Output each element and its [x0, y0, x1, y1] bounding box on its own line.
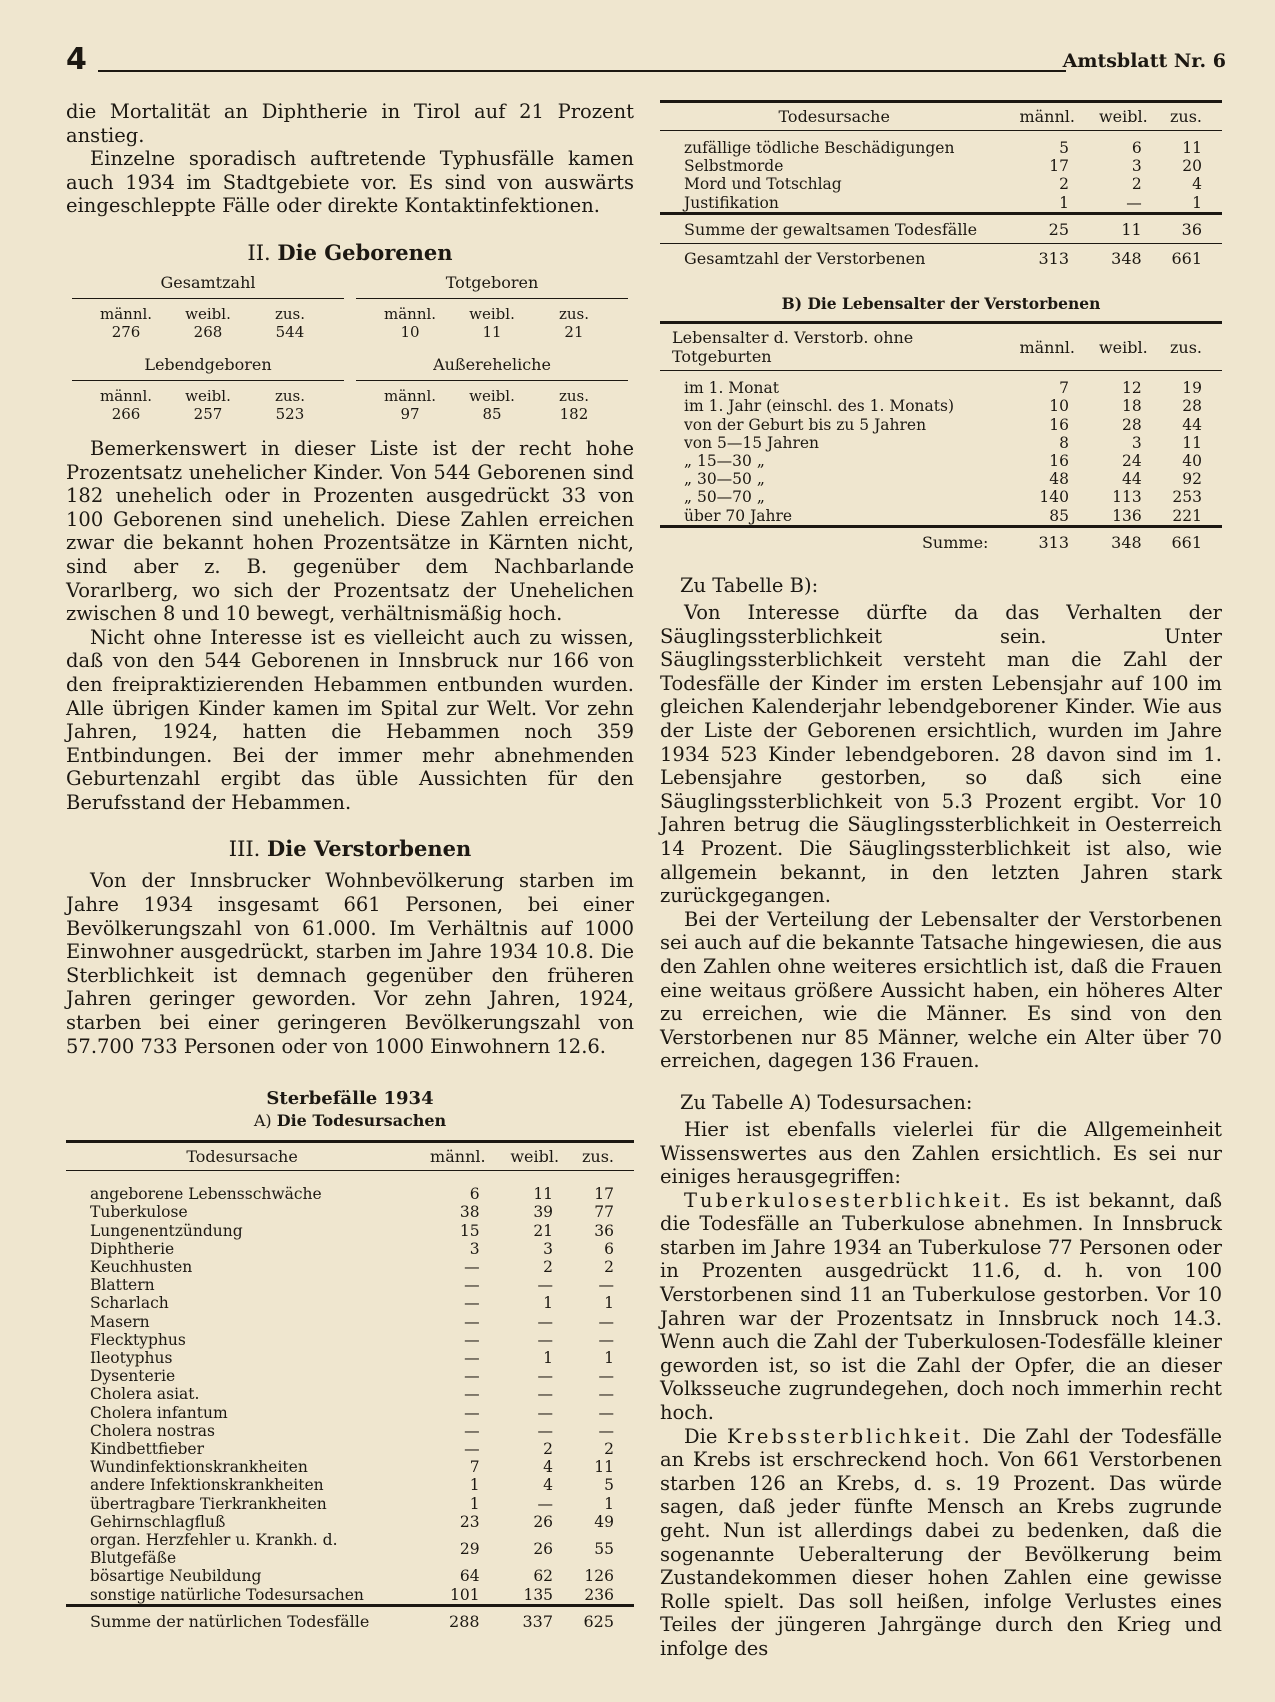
- table-row: [66, 1258, 634, 1276]
- row-value: —: [464, 1276, 480, 1295]
- row-value: 140: [1039, 488, 1069, 507]
- row-value: 26: [533, 1512, 554, 1531]
- section-heading-births: II. Die Geborenen: [247, 239, 453, 265]
- row-value: —: [1126, 193, 1142, 212]
- row-label: organ. Herzfehler u. Krankh. d. Blutgefäße: [90, 1531, 338, 1568]
- row-label: Masern: [90, 1312, 150, 1331]
- table-row: [66, 1313, 634, 1331]
- violent-deaths-table: [660, 100, 1222, 272]
- row-label: Tuberkulose: [90, 1203, 188, 1222]
- row-value: 1: [604, 1294, 614, 1313]
- row-value: 8: [1059, 433, 1069, 452]
- row-value: 24: [1121, 452, 1142, 471]
- row-value: —: [537, 1276, 554, 1295]
- paragraph: Einzelne sporadisch auftretende Typhusfälle kamen auch 1934 im Stadtgebiete vor. Es sind von auswärts eingeschleppte Fälle oder direkte Kontaktinfektionen.: [66, 147, 634, 218]
- row-value: 62: [533, 1567, 554, 1586]
- row-value: —: [537, 1330, 554, 1349]
- births-live: Lebendgeboren männl. weibl. zus. 266 257 523: [72, 355, 345, 423]
- row-value: 39: [533, 1203, 554, 1222]
- row-value: 11: [594, 1458, 614, 1477]
- row-value: 19: [1182, 379, 1202, 398]
- table-row: [66, 1203, 634, 1221]
- paragraph: die Mortalität an Diphtherie in Tirol auf 21 Prozent anstieg.: [66, 100, 634, 147]
- row-value: —: [464, 1312, 480, 1331]
- row-label: Scharlach: [90, 1294, 169, 1313]
- table-sum-row: Summe der natürlichen Todesfälle 288 337 625: [66, 1605, 634, 1635]
- left-column: [66, 100, 634, 1635]
- row-value: 16: [1049, 415, 1069, 434]
- table-subtitle: A) Die Todesursachen: [253, 1111, 447, 1131]
- row-label: zufällige tödliche Beschädigungen: [684, 139, 955, 157]
- row-label: übertragbare Tierkrankheiten: [90, 1494, 327, 1513]
- row-value: 101: [449, 1585, 480, 1604]
- row-value: —: [464, 1403, 480, 1422]
- row-value: 28: [1182, 397, 1202, 416]
- row-value: —: [598, 1276, 614, 1295]
- paragraph: Hier ist ebenfalls vielerlei für die Allgemeinheit Wissenswertes aus den Zahlen ersichtlich. Es sei nur einiges herausgegriffen:: [660, 1117, 1222, 1189]
- row-value: 6: [469, 1185, 480, 1204]
- row-value: —: [464, 1349, 480, 1368]
- row-value: 7: [469, 1458, 480, 1477]
- paragraph-tuberculosis: Tuberkulosesterblichkeit. Es ist bekannt, daß die Todesfälle an Tuberkulose abnehmen. In Innsbruck starben im Jahre 1934 an Tuberkulose 77 Personen oder in Prozenten ausgedrückt 11.6, d. h. von 100 Verstorbenen sind 11 an Tuberkulose gestorben. Vor 10 Jahren war der Prozentsatz in Innsbruck noch 14.3. Wenn auch die Zahl der Tuberkulosen-Todesfälle kleiner geworden ist, so ist die Zahl der Opfer, die an dieser Volksseuche zugrundegehen, doch noch immerhin recht hoch.: [660, 1188, 1222, 1425]
- row-value: 18: [1121, 397, 1142, 416]
- subheading-table-a: Zu Tabelle A) Todesursachen:: [680, 1090, 973, 1114]
- row-value: 3: [1131, 433, 1142, 452]
- row-label: sonstige natürliche Todesursachen: [90, 1585, 364, 1604]
- row-value: 4: [543, 1476, 554, 1495]
- row-label: „ 30—50 „: [684, 470, 765, 489]
- row-value: 2: [543, 1440, 554, 1459]
- table-total-row: Gesamtzahl der Verstorbenen 313 348 661: [660, 244, 1222, 273]
- table-row: [66, 1240, 634, 1258]
- row-value: —: [537, 1312, 554, 1331]
- table-header-row: Todesursache männl. weibl. zus.: [66, 1142, 634, 1171]
- row-value: 5: [1059, 139, 1069, 157]
- table-row: [66, 1458, 634, 1476]
- section-heading-deaths: III. Die Verstorbenen: [228, 836, 472, 862]
- header-rule: [98, 70, 1066, 72]
- row-label: bösartige Neubildung: [90, 1567, 262, 1586]
- row-value: 3: [469, 1239, 480, 1258]
- row-label: im 1. Jahr (einschl. des 1. Monats): [684, 397, 955, 416]
- row-value: 44: [1182, 415, 1202, 434]
- row-value: 2: [1131, 175, 1142, 194]
- row-value: —: [464, 1294, 480, 1313]
- row-value: 21: [533, 1221, 554, 1240]
- row-label: Cholera asiat.: [90, 1385, 200, 1404]
- table-header-row: Lebensalter d. Verstorb. ohne Totgeburten männl. weibl. zus.: [660, 323, 1222, 371]
- row-label: Dysenterie: [90, 1367, 176, 1386]
- row-label: Wundinfektionskrankheiten: [90, 1458, 308, 1477]
- row-value: 11: [1182, 139, 1202, 157]
- row-label: Mord und Totschlag: [684, 175, 842, 194]
- row-label: „ 15—30 „: [684, 452, 765, 471]
- row-value: 85: [1049, 506, 1069, 525]
- table-row: [66, 1404, 634, 1422]
- row-label: Gehirnschlagfluß: [90, 1512, 226, 1531]
- row-value: 11: [1182, 433, 1202, 452]
- row-value: 92: [1182, 470, 1202, 489]
- row-label: Cholera infantum: [90, 1403, 228, 1422]
- table-row: [66, 1586, 634, 1606]
- row-label: im 1. Monat: [684, 379, 779, 398]
- row-value: —: [598, 1367, 614, 1386]
- table-row: [66, 1440, 634, 1458]
- row-value: 1: [1192, 193, 1202, 212]
- row-value: 1: [604, 1494, 614, 1513]
- row-value: 12: [1121, 379, 1142, 398]
- row-value: 17: [1049, 157, 1069, 176]
- row-label: Flecktyphus: [90, 1330, 186, 1349]
- issue-title: Amtsblatt Nr. 6: [1062, 50, 1226, 72]
- row-value: 1: [604, 1349, 614, 1368]
- table-row: [660, 434, 1222, 452]
- paragraph: Von Interesse dürfte da das Verhalten der Säuglingssterblichkeit sein. Unter Säuglingssterblichkeit versteht man die Zahl der Todesfälle der Kinder im ersten Lebensjahr auf 100 im gleichen Kalenderjahr lebendgeborener Kinder. Wie aus der Liste der Geborenen ersichtlich, wurden im Jahre 1934 523 Kinder lebendgeboren. 28 davon sind im 1. Lebensjahre gestorben, so daß sich eine Säuglingssterblichkeit von 5.3 Prozent ergibt. Vor 10 Jahren betrug die Säuglingssterblichkeit in Oesterreich 14 Prozent. Die Säuglingssterblichkeit ist also, wie allgemein bekannt, in den letzten Jahren stark zurückgegangen.: [660, 601, 1222, 908]
- table-row: [66, 1349, 634, 1367]
- row-value: 135: [523, 1585, 554, 1604]
- table-row: [660, 397, 1222, 415]
- table-row: [660, 131, 1222, 158]
- table-row: [660, 371, 1222, 398]
- row-value: 113: [1112, 488, 1142, 507]
- table-sum-row: Summe: 313 348 661: [660, 526, 1222, 556]
- row-label: Blattern: [90, 1276, 155, 1295]
- row-value: —: [598, 1403, 614, 1422]
- row-value: —: [464, 1421, 480, 1440]
- row-label: von der Geburt bis zu 5 Jahren: [684, 415, 927, 434]
- row-value: 6: [1131, 139, 1142, 157]
- row-value: 5: [604, 1476, 614, 1495]
- row-value: —: [537, 1367, 554, 1386]
- row-value: 44: [1121, 470, 1142, 489]
- table-row: [66, 1294, 634, 1312]
- subheading-table-b: Zu Tabelle B):: [680, 574, 819, 598]
- row-value: —: [537, 1421, 554, 1440]
- row-value: 6: [604, 1239, 614, 1258]
- paragraph-cancer: Die Krebssterblichkeit. Die Zahl der Todesfälle an Krebs ist erschreckend hoch. Von 661 Verstorbenen starben 126 an Krebs, d. s. 19 Prozent. Das würde sagen, daß jeder fünfte Mensch an Krebs zugrunde geht. Nun ist allerdings dabei zu bedenken, daß die sogenannte Ueberalterung der Bevölkerung beim Zustandekommen dieser hohen Zahlen eine gewisse Rolle spielt. Das soll heißen, infolge Verlustes eines Teiles der jüngeren Jahrgänge durch den Krieg und infolge des: [660, 1424, 1222, 1660]
- table-row: [66, 1567, 634, 1585]
- row-value: 7: [1059, 379, 1069, 398]
- row-label: Lungenentzündung: [90, 1221, 243, 1240]
- table-row: [66, 1222, 634, 1240]
- row-value: —: [464, 1440, 480, 1459]
- births-stillborn: Totgeboren männl. weibl. zus. 10 11 21: [356, 273, 629, 341]
- table-title: Sterbefälle 1934: [266, 1088, 434, 1110]
- row-value: 11: [533, 1185, 554, 1204]
- row-value: 253: [1172, 488, 1202, 507]
- row-value: 17: [594, 1185, 614, 1204]
- row-value: 4: [543, 1458, 554, 1477]
- row-value: —: [598, 1385, 614, 1404]
- table-row: [660, 194, 1222, 214]
- table-row: [660, 507, 1222, 527]
- row-value: 28: [1121, 415, 1142, 434]
- paragraph: Bemerkenswert in dieser Liste ist der recht hohe Prozentsatz unehelicher Kinder. Von 544 Geborenen sind 182 unehelich oder in Prozenten ausgedrückt 33 von 100 Geborenen sind unehelich. Diese Zahlen erreichen zwar die bekannt hohen Prozentsätze in Kärnten nicht, sind aber z. B. gegenüber dem Nachbarlande Vorarlberg, wo sich der Prozentsatz der Unehelichen zwischen 8 und 10 bewegt, verhältnismäßig hoch.: [66, 436, 634, 626]
- row-value: 29: [459, 1540, 480, 1559]
- row-label: Justifikation: [684, 193, 779, 212]
- row-label: Diphtherie: [90, 1239, 175, 1258]
- row-value: —: [598, 1312, 614, 1331]
- row-value: —: [598, 1330, 614, 1349]
- row-value: 1: [469, 1476, 480, 1495]
- paragraph: Bei der Verteilung der Lebensalter der Verstorbenen sei auch auf die bekannte Tatsache hingewiesen, die aus den Zahlen ohne weiteres ersichtlich ist, daß die Frauen eine weitaus größere Aussicht haben, ein höheres Alter zu erreichen, wie die Männer. Es sind von den Verstorbenen nur 85 Männer, welche ein Alter über 70 erreichen, dagegen 136 Frauen.: [660, 907, 1222, 1073]
- row-value: 136: [1112, 506, 1142, 525]
- row-value: —: [537, 1494, 554, 1513]
- row-value: 20: [1182, 157, 1202, 176]
- table-row: [66, 1171, 634, 1204]
- row-value: —: [464, 1385, 480, 1404]
- table-row: [660, 488, 1222, 506]
- row-value: 1: [543, 1349, 554, 1368]
- row-value: 2: [604, 1258, 614, 1277]
- table-b-caption: B) Die Lebensalter der Verstorbenen: [781, 294, 1101, 314]
- row-value: 4: [1192, 175, 1202, 194]
- row-value: 3: [1131, 157, 1142, 176]
- row-value: 26: [533, 1540, 554, 1559]
- row-value: —: [464, 1258, 480, 1277]
- table-row: [660, 157, 1222, 175]
- row-value: 38: [459, 1203, 480, 1222]
- table-row: [660, 452, 1222, 470]
- row-label: „ 50—70 „: [684, 488, 765, 507]
- row-value: 16: [1049, 452, 1069, 471]
- table-sum-row: Summe der gewaltsamen Todesfälle 25 11 36: [660, 213, 1222, 243]
- row-value: 49: [594, 1512, 614, 1531]
- table-row: [66, 1513, 634, 1531]
- row-label: Kindbettfieber: [90, 1440, 205, 1459]
- row-value: 40: [1182, 452, 1202, 471]
- row-value: —: [537, 1385, 554, 1404]
- row-label: andere Infektionskrankheiten: [90, 1476, 324, 1495]
- row-value: 2: [1059, 175, 1069, 194]
- table-row: [66, 1331, 634, 1349]
- row-value: 15: [459, 1221, 480, 1240]
- row-label: Ileotyphus: [90, 1349, 173, 1368]
- table-row: [66, 1531, 634, 1567]
- right-column: [660, 100, 1222, 1661]
- row-value: 3: [543, 1239, 554, 1258]
- row-value: 236: [584, 1585, 614, 1604]
- row-value: 221: [1172, 506, 1202, 525]
- row-value: —: [598, 1421, 614, 1440]
- table-row: [66, 1495, 634, 1513]
- paragraph: Nicht ohne Interesse ist es vielleicht auch zu wissen, daß von den 544 Geborenen in Innsbruck nur 166 von den freipraktizierenden Hebammen entbunden wurden. Alle übrigen Kinder kamen im Spital zur Welt. Vor zehn Jahren, 1924, hatten die Hebammen noch 359 Entbindungen. Bei der immer mehr abnehmenden Geburtenzahl ergibt das üble Aussichten für den Berufsstand der Hebammen.: [66, 625, 634, 814]
- row-value: —: [464, 1330, 480, 1349]
- row-value: 2: [543, 1258, 554, 1277]
- row-value: 77: [594, 1203, 614, 1222]
- births-illegitimate: Außereheliche männl. weibl. zus. 97 85 182: [356, 355, 629, 423]
- row-label: angeborene Lebensschwäche: [90, 1185, 322, 1204]
- row-label: von 5—15 Jahren: [684, 433, 820, 452]
- row-value: 36: [594, 1221, 614, 1240]
- table-row: [66, 1385, 634, 1403]
- row-value: —: [464, 1367, 480, 1386]
- row-value: 1: [469, 1494, 480, 1513]
- row-label: Cholera nostras: [90, 1421, 215, 1440]
- row-value: 1: [1059, 193, 1069, 212]
- row-value: 48: [1049, 470, 1069, 489]
- row-value: —: [537, 1403, 554, 1422]
- row-value: 23: [459, 1512, 480, 1531]
- births-table: [66, 273, 634, 423]
- row-value: 1: [543, 1294, 554, 1313]
- table-row: [660, 416, 1222, 434]
- page-number: 4: [66, 42, 87, 77]
- table-header-row: Todesursache männl. weibl. zus.: [660, 102, 1222, 131]
- row-value: 64: [459, 1567, 480, 1586]
- paragraph: Von der Innsbrucker Wohnbevölkerung starben im Jahre 1934 insgesamt 661 Personen, bei einer Bevölkerungszahl von 61.000. Im Verhältnis auf 1000 Einwohner ausgedrückt, starben im Jahre 1934 10.8. Die Sterblichkeit ist demnach gegenüber den früheren Jahren geringer geworden. Vor zehn Jahren, 1924, starben bei einer geringeren Bevölkerungszahl von 57.700 733 Personen oder von 1000 Einwohnern 12.6.: [66, 869, 634, 1058]
- table-row: [66, 1422, 634, 1440]
- row-label: Keuchhusten: [90, 1258, 193, 1277]
- row-value: 10: [1049, 397, 1069, 416]
- row-label: über 70 Jahre: [684, 506, 793, 525]
- age-at-death-table: [660, 321, 1222, 556]
- row-value: 55: [594, 1540, 614, 1559]
- row-value: 2: [604, 1440, 614, 1459]
- table-row: [66, 1276, 634, 1294]
- row-value: 126: [584, 1567, 614, 1586]
- page-header: [66, 42, 1226, 82]
- causes-of-death-table: [66, 1140, 634, 1635]
- births-total: Gesamtzahl männl. weibl. zus. 276 268 544: [72, 273, 345, 341]
- table-row: [660, 175, 1222, 193]
- table-row: [66, 1367, 634, 1385]
- table-row: [660, 470, 1222, 488]
- table-row: [66, 1476, 634, 1494]
- row-label: Selbstmorde: [684, 157, 784, 176]
